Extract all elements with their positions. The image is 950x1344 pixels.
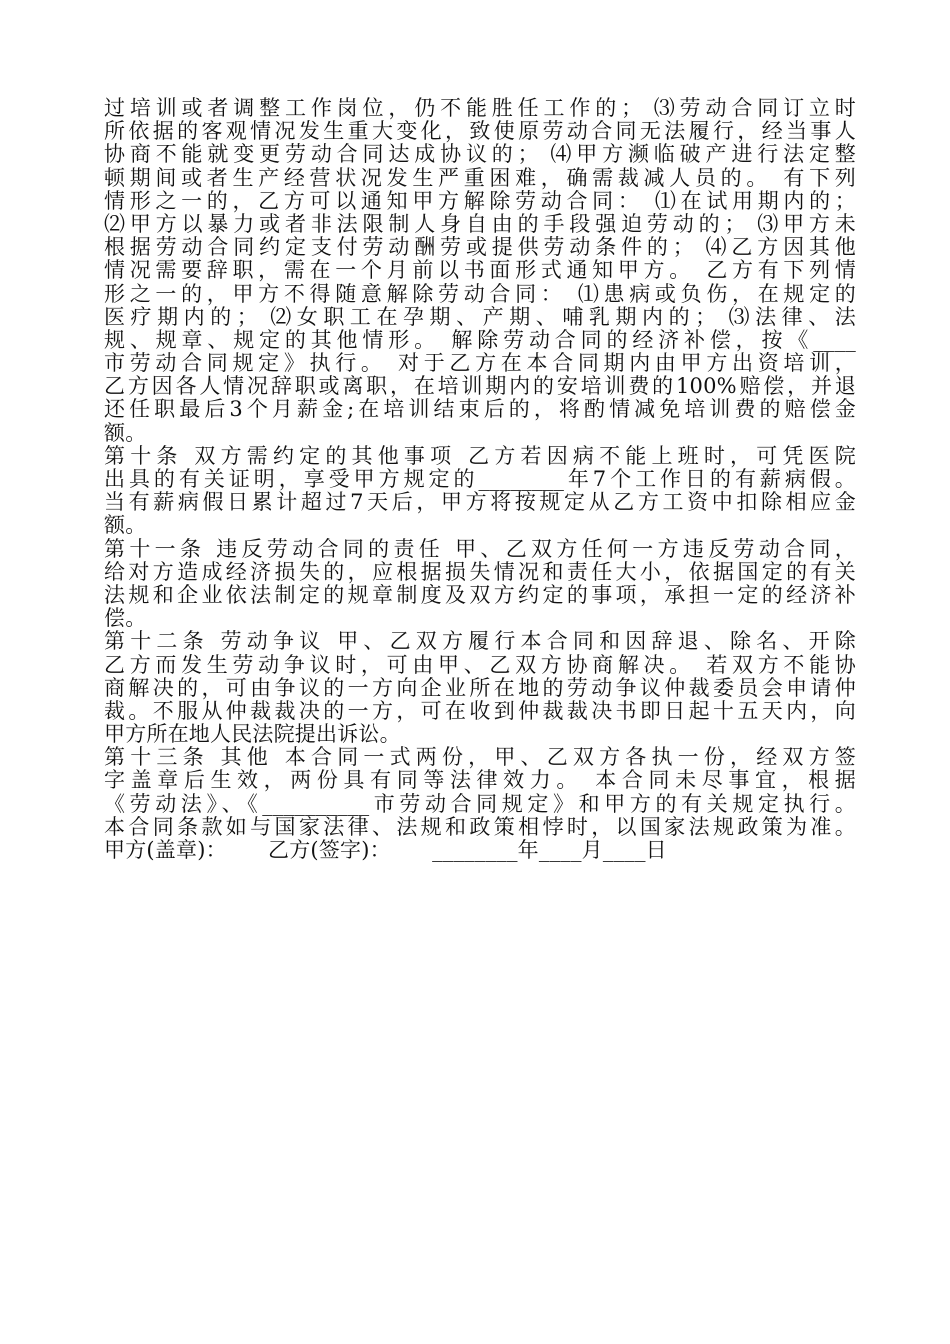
text-line: 甲方所在地人民法院提出诉讼。 — [104, 722, 401, 747]
text-line: 额。 — [104, 420, 147, 445]
text-line: 协商不能就变更劳动合同达成协议的； ⑷甲方濒临破产进行法定整 — [104, 142, 856, 167]
section-heading-line: 第十二条 劳动争议 甲、乙双方履行本合同和因辞退、除名、开除 — [104, 629, 856, 654]
text-line: 所依据的客观情况发生重大变化，致使原劳动合同无法履行，经当事人 — [104, 119, 856, 144]
text-line: 市劳动合同规定》执行。 对于乙方在本合同期内由甲方出资培训， — [104, 351, 856, 376]
text-line: 情形之一的，乙方可以通知甲方解除劳动合同： ⑴在试用期内的； — [104, 188, 856, 213]
text-line: 法规和企业依法制定的规章制度及双方约定的事项，承担一定的经济补 — [104, 582, 856, 607]
text-line: 额。 — [104, 513, 147, 538]
text-line: ⑵甲方以暴力或者非法限制人身自由的手段强迫劳动的； ⑶甲方未 — [104, 211, 856, 236]
text-line: 本合同条款如与国家法律、法规和政策相悖时，以国家法规政策为准。 — [104, 814, 856, 839]
text-line: 字盖章后生效，两份具有同等法律效力。 本合同未尽事宜，根据 — [104, 768, 856, 793]
text-line: 还任职最后3个月薪金;在培训结束后的，将酌情减免培训费的赔偿金 — [104, 397, 856, 422]
text-line: 形之一的，甲方不得随意解除劳动合同： ⑴患病或负伤，在规定的 — [104, 281, 856, 306]
text-line: 偿。 — [104, 606, 147, 631]
text-line: 商解决的，可由争议的一方向企业所在地的劳动争议仲裁委员会申请仲 — [104, 675, 856, 700]
text-line: 顿期间或者生产经营状况发生严重困难，确需裁减人员的。 有下列 — [104, 165, 856, 190]
text-line: 给对方造成经济损失的，应根据损失情况和责任大小，依据国定的有关 — [104, 559, 856, 584]
text-line: 医疗期内的； ⑵女职工在孕期、产期、哺乳期内的； ⑶法律、法 — [104, 304, 856, 329]
text-line: 根据劳动合同约定支付劳动酬劳或提供劳动条件的； ⑷乙方因其他 — [104, 235, 856, 260]
text-line: 过培训或者调整工作岗位，仍不能胜任工作的； ⑶劳动合同订立时 — [104, 96, 856, 120]
section-heading-line: 第十一条 违反劳动合同的责任 甲、乙双方任何一方违反劳动合同， — [104, 536, 856, 561]
text-line: 情况需要辞职，需在一个月前以书面形式通知甲方。 乙方有下列情 — [104, 258, 856, 283]
text-line: 《劳动法》、《__________市劳动合同规定》和甲方的有关规定执行。 — [104, 791, 856, 816]
text-line: 出具的有关证明，享受甲方规定的________年7个工作日的有薪病假。 — [104, 467, 856, 491]
section-heading-line: 第十条 双方需约定的其他事项 乙方若因病不能上班时，可凭医院 — [104, 443, 856, 468]
text-line: 乙方而发生劳动争议时，可由甲、乙双方协商解决。 若双方不能协 — [104, 652, 856, 677]
text-line: 当有薪病假日累计超过7天后，甲方将按规定从乙方工资中扣除相应金 — [104, 490, 856, 515]
document-body — [104, 97, 856, 862]
section-heading-line: 第十三条 其他 本合同一式两份，甲、乙双方各执一份，经双方签 — [104, 745, 856, 770]
text-line: 乙方因各人情况辞职或离职，在培训期内的安培训费的100%赔偿，并退 — [104, 374, 856, 399]
text-line: 规、规章、规定的其他情形。 解除劳动合同的经济补偿，按《____ — [104, 327, 856, 352]
text-line: 裁。不服从仲裁裁决的一方，可在收到仲裁裁决书即日起十五天内，向 — [104, 698, 856, 723]
signature-line: 甲方(盖章)： 乙方(签字)： ________年____月____日 — [104, 838, 667, 862]
